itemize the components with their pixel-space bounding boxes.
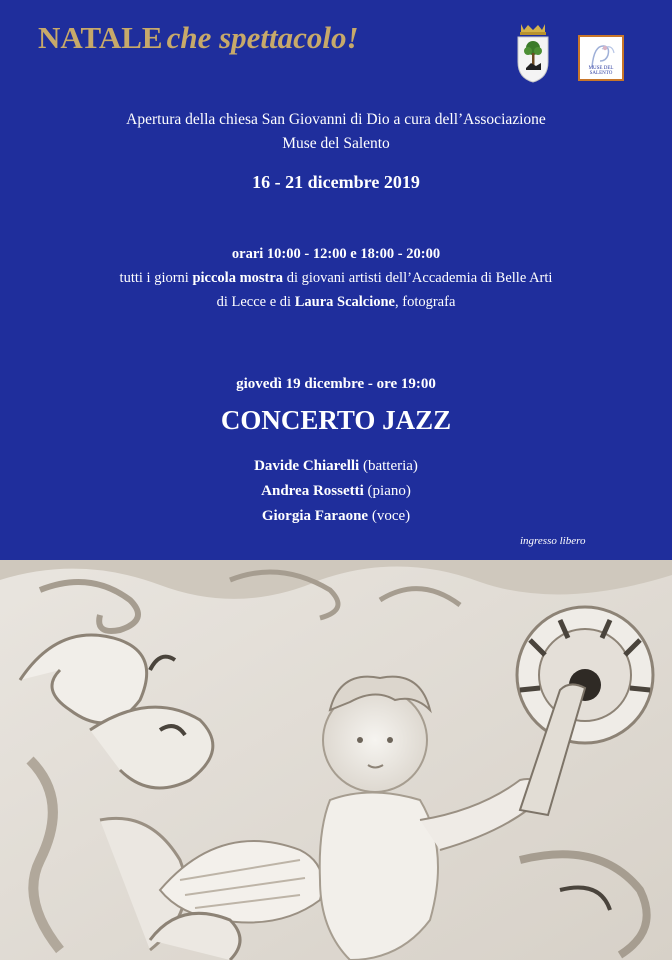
association-logo: [578, 35, 624, 81]
performer-2: [0, 483, 672, 500]
performer-3: [0, 508, 672, 525]
performer-role: (voce): [371, 508, 411, 524]
event-dates: 16 - 21 dicembre 2019: [252, 172, 420, 192]
exhibit-highlight: piccola mostra: [192, 270, 284, 286]
intro-line-2: Muse del Salento: [282, 135, 390, 152]
concert-datetime: giovedì 19 dicembre - ore 19:00: [236, 376, 436, 392]
photographer-name: Laura Scalcione: [294, 294, 395, 310]
performer-role: (piano): [367, 483, 411, 499]
title-main: NATALE: [38, 20, 163, 55]
free-entry-note: ingresso libero: [520, 535, 586, 547]
title-italic: che spettacolo!: [166, 20, 359, 55]
exhibit-line-2-post: , fotografa: [395, 294, 456, 310]
logo-text: MUSE DEL SALENTO: [588, 66, 614, 76]
exhibit-line-2: [0, 294, 672, 311]
opening-hours: orari 10:00 - 12:00 e 18:00 - 20:00: [231, 246, 441, 262]
cherub-relief-photo: [0, 560, 672, 960]
exhibit-line-1: [0, 270, 672, 287]
performer-role: (batteria): [362, 458, 418, 474]
performer-1: [0, 458, 672, 475]
exhibit-line-2-pre: di Lecce e di: [216, 294, 295, 310]
concert-title: CONCERTO JAZZ: [220, 405, 452, 435]
crest-icon: [514, 22, 552, 84]
intro-line-1: Apertura della chiesa San Giovanni di Dio a cura dell’Associazione: [126, 111, 546, 128]
exhibit-line-1-post: di giovani artisti dell’Accademia di Belle Arti: [283, 270, 553, 286]
performer-name: Giorgia Faraone: [261, 508, 369, 524]
performer-name: Andrea Rossetti: [261, 483, 364, 499]
poster-title: [38, 20, 359, 56]
exhibit-line-1-pre: tutti i giorni: [119, 270, 193, 286]
performer-name: Davide Chiarelli: [254, 458, 360, 474]
